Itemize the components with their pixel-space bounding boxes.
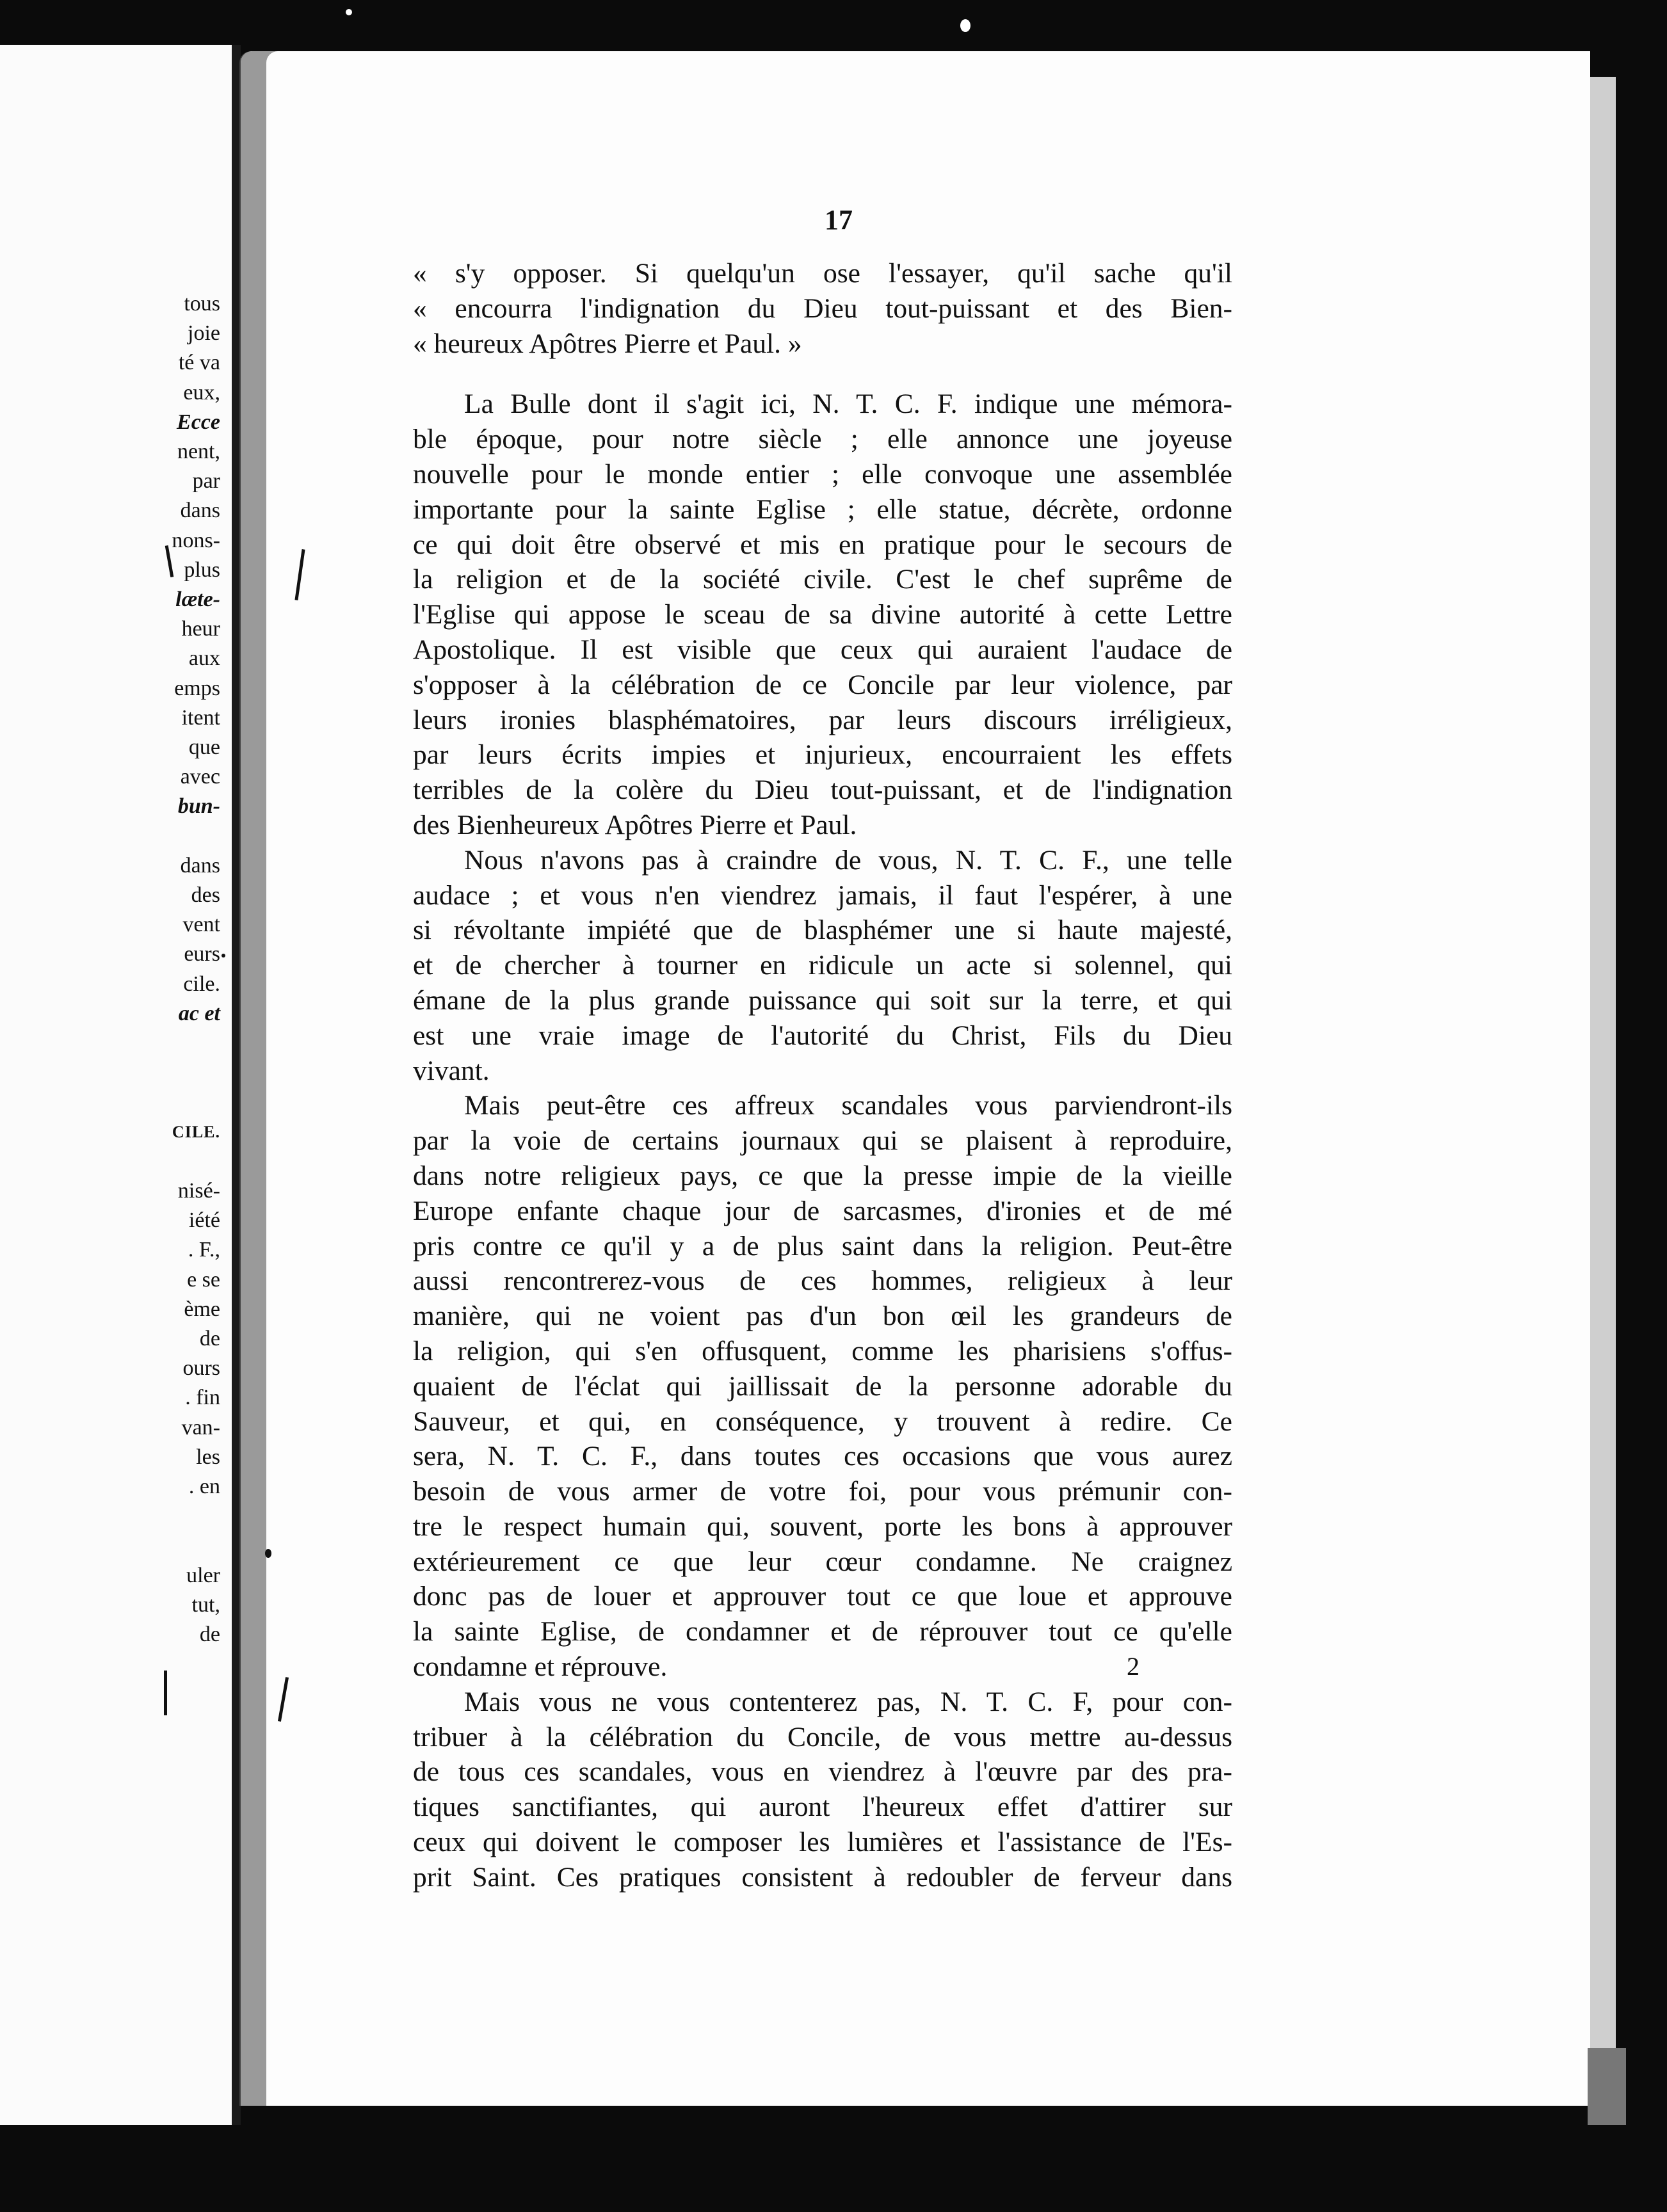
scan-dot xyxy=(221,954,225,958)
left-page-fragment: itent xyxy=(181,705,220,730)
left-page-fragment: ème xyxy=(184,1297,220,1321)
text-line: audace ; et vous n'en viendrez jamais, il faut l'espérer, à une xyxy=(413,879,1232,911)
left-page-fragment: ac et xyxy=(178,1001,220,1025)
text-line: terribles de la colère du Dieu tout-puissant, et de l'indignation xyxy=(413,774,1232,806)
left-page xyxy=(0,45,236,2125)
signature-mark: 2 xyxy=(1127,1652,1140,1681)
text-line: l'Eglise qui appose le sceau de sa divine autorité à cette Lettre xyxy=(413,599,1232,630)
left-page-fragment: nent, xyxy=(177,440,220,463)
left-page-fragment: eurs xyxy=(184,942,220,966)
text-line: Europe enfante chaque jour de sarcasmes, d'ironies et de mé xyxy=(413,1195,1232,1226)
left-page-fragment: Ecce xyxy=(177,410,220,434)
text-line: sera, N. T. C. F., dans toutes ces occasions que vous aurez xyxy=(413,1441,1232,1472)
left-page-fragment: dans xyxy=(180,853,220,878)
text-line: besoin de vous armer de votre foi, pour vous prémunir con- xyxy=(413,1476,1232,1507)
left-page-fragment: . fin xyxy=(185,1386,220,1410)
left-page-fragment: van- xyxy=(181,1415,220,1439)
scan-dot xyxy=(346,9,352,15)
text-line: la religion, qui s'en offusquent, comme les pharisiens s'offus- xyxy=(413,1335,1232,1366)
text-line: émane de la plus grande puissance qui soit sur la terre, et qui xyxy=(413,984,1232,1016)
left-page-fragment: . en xyxy=(188,1475,220,1498)
left-page-fragment: té va xyxy=(178,351,220,375)
text-line: manière, qui ne voient pas d'un bon œil les grandeurs de xyxy=(413,1301,1232,1332)
scan-mark xyxy=(164,1671,167,1715)
text-line: des Bienheureux Apôtres Pierre et Paul. xyxy=(413,809,857,840)
text-line: dans notre religieux pays, ce que la presse impie de la vieille xyxy=(413,1160,1232,1191)
left-page-fragment: læte- xyxy=(175,588,220,611)
scan-dot xyxy=(265,1549,271,1558)
text-line: tribuer à la célébration du Concile, de vous mettre au-dessus xyxy=(413,1721,1232,1752)
left-page-fragment: ours xyxy=(182,1356,220,1381)
left-page-fragment: nons- xyxy=(172,528,220,552)
text-line: si révoltante impiété que de blasphémer une si haute majesté, xyxy=(413,915,1232,946)
text-line: importante pour la sainte Eglise ; elle statue, décrète, ordonne xyxy=(413,493,1232,525)
text-line: Nous n'avons pas à craindre de vous, N. T. C. F., une telle xyxy=(464,844,1232,876)
text-line: Apostolique. Il est visible que ceux qui auraient l'audace de xyxy=(413,634,1232,665)
text-line: condamne et réprouve. xyxy=(413,1651,668,1683)
text-line: pris contre ce qu'il y a de plus saint dans la religion. Peut-être xyxy=(413,1230,1232,1262)
scan-dot xyxy=(960,19,970,32)
text-line: la religion et de la société civile. C'est le chef suprême de xyxy=(413,564,1232,595)
text-line: La Bulle dont il s'agit ici, N. T. C. F. indique une mémora- xyxy=(464,389,1232,420)
text-line: quaient de l'éclat qui jaillissait de la personne adorable du xyxy=(413,1370,1232,1402)
left-page-fragment: tut, xyxy=(191,1592,220,1617)
left-page-fragment: . F., xyxy=(188,1238,220,1262)
text-line: Mais peut-être ces affreux scandales vous parviendront-ils xyxy=(464,1090,1232,1121)
text-line: aussi rencontrerez-vous de ces hommes, religieux à leur xyxy=(413,1265,1232,1297)
text-line: Sauveur, et qui, en conséquence, y trouvent à redire. Ce xyxy=(413,1406,1232,1437)
text-line: de tous ces scandales, vous en viendrez à l'œuvre par des pra- xyxy=(413,1756,1232,1788)
book-gutter xyxy=(232,45,241,2125)
left-page-fragment: des xyxy=(191,883,220,907)
left-page-fragment: uler xyxy=(186,1563,220,1587)
left-page-fragment: avec xyxy=(180,765,220,789)
text-line: par leurs écrits impies et injurieux, encourraient les effets xyxy=(413,739,1232,771)
left-page-fragment: plus xyxy=(184,557,220,582)
left-page-fragment: par xyxy=(192,469,220,493)
text-line: « encourra l'indignation du Dieu tout-puissant et des Bien- xyxy=(413,293,1232,324)
text-line: prit Saint. Ces pratiques consistent à redoubler de ferveur dans xyxy=(413,1861,1232,1893)
text-line: et de chercher à tourner en ridicule un acte si solennel, qui xyxy=(413,950,1232,981)
body-text xyxy=(413,256,1232,1895)
text-line: extérieurement ce que leur cœur condamne. Ne craignez xyxy=(413,1546,1232,1577)
text-line: ble époque, pour notre siècle ; elle annonce une joyeuse xyxy=(413,424,1232,455)
left-page-fragment: eux, xyxy=(183,380,220,405)
text-line: « s'y opposer. Si quelqu'un ose l'essayer, qu'il sache qu'il xyxy=(413,258,1232,289)
text-line: vivant. xyxy=(413,1055,490,1086)
left-page-fragment: heur xyxy=(181,617,220,641)
text-line: est une vraie image de l'autorité du Christ, Fils du Dieu xyxy=(413,1020,1232,1051)
left-page-fragment: nisé- xyxy=(177,1179,220,1203)
left-page-fragment: joie xyxy=(188,321,220,346)
text-line: tre le respect humain qui, souvent, porte les bons à approuver xyxy=(413,1511,1232,1542)
left-page-fragment: e se xyxy=(187,1267,220,1292)
text-line: donc pas de louer et approuver tout ce que loue et approuve xyxy=(413,1581,1232,1612)
text-line: leurs ironies blasphématoires, par leurs discours irréligieux, xyxy=(413,704,1232,735)
text-line: la sainte Eglise, de condamner et de réprouver tout ce qu'elle xyxy=(413,1616,1232,1647)
left-page-fragment: que xyxy=(188,735,220,759)
left-page-fragment: cile. xyxy=(183,972,220,996)
left-page-fragment: vent xyxy=(182,913,220,937)
paragraph-gap xyxy=(413,361,1232,387)
left-page-fragment: tous xyxy=(184,292,220,316)
left-page-fragment: aux xyxy=(188,646,220,671)
left-page-fragment: iété xyxy=(188,1208,220,1233)
page-edge xyxy=(1590,77,1616,2087)
text-line: Mais vous ne vous contenterez pas, N. T. C. F, pour con- xyxy=(464,1686,1232,1717)
left-page-fragment: les xyxy=(196,1445,220,1469)
left-page-fragment: dans xyxy=(180,499,220,523)
left-page-fragment: emps xyxy=(174,676,220,700)
text-line: s'opposer à la célébration de ce Concile par leur violence, par xyxy=(413,669,1232,700)
page-number: 17 xyxy=(825,204,853,236)
text-line: ceux qui doivent le composer les lumières et l'assistance de l'Es- xyxy=(413,1827,1232,1858)
text-line: tiques sanctifiantes, qui auront l'heureux effet d'attirer sur xyxy=(413,1791,1232,1823)
left-page-fragment: de xyxy=(199,1327,220,1350)
text-line: nouvelle pour le monde entier ; elle convoque une assemblée xyxy=(413,458,1232,490)
text-line: par la voie de certains journaux qui se plaisent à reproduire, xyxy=(413,1125,1232,1157)
text-line: « heureux Apôtres Pierre et Paul. » xyxy=(413,328,802,359)
left-page-fragment: CILE. xyxy=(172,1122,220,1141)
text-line: ce qui doit être observé et mis en pratique pour le secours de xyxy=(413,529,1232,560)
page-corner xyxy=(1588,2048,1626,2125)
left-page-fragment: bun- xyxy=(177,794,220,819)
left-page-fragment: de xyxy=(199,1623,220,1646)
